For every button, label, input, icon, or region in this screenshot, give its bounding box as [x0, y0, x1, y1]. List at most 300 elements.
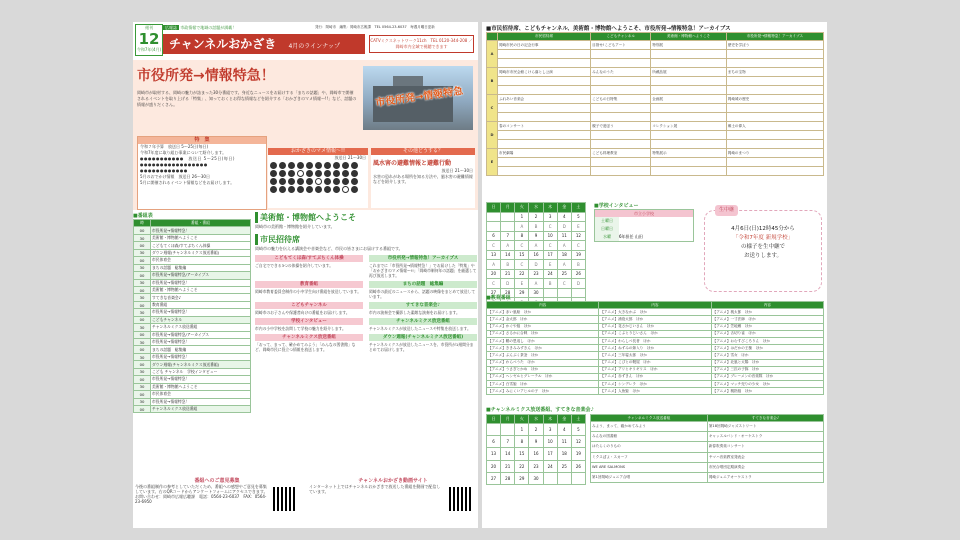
archive-title: ■市民招待席、こどもチャンネル、美術館・博物館へようこそ、市役所発→情報特急！アーカイブス [486, 26, 731, 32]
publisher-info: 発行：岡崎市 編集：岡崎市広報課 TEL 0564-23-6037 毎週月曜日更新 [315, 25, 435, 29]
education-cell: 【アニメ】雪女 ほか [711, 352, 823, 359]
table-row [134, 257, 251, 264]
table-row [134, 376, 251, 383]
row-key: C [487, 95, 498, 122]
calendar-cell: 13 [487, 448, 501, 460]
row-key: A [487, 41, 498, 68]
publisher-line [163, 25, 236, 31]
education-cell: 【アニメ】こびとの靴屋 ほか [599, 359, 711, 366]
education-cell: 【アニメ】一寸法師 ほか [711, 316, 823, 323]
header-cell: 火 [515, 203, 529, 213]
calendar-cell: 25 [557, 460, 571, 472]
issue-label: 週刊 [145, 25, 153, 30]
table-row [487, 448, 586, 460]
education-cell: 【アニメ】かぐや姫 ほか [487, 323, 599, 330]
calendar-cell [557, 472, 571, 484]
calendar-cell: 3 [543, 212, 557, 222]
table-row [487, 158, 824, 167]
time-cell: 30 [134, 234, 151, 241]
feature-text: 岡崎市が取材する、岡崎の魅力が詰まった30分番組です。身近なニュースをお届けする「まちの話題」や、岡崎市で開催されるイベントを取り上げる「特集」、知っておくとお得な情報などを紹介する「おかざきのマメ情報～!!」など、話題の情報が盛りだくさん。 [137, 90, 357, 107]
table-row [487, 149, 824, 158]
other-info [371, 148, 475, 208]
calendar-cell [543, 472, 557, 484]
calendar-cell [501, 212, 515, 222]
calendar-cell: A [557, 241, 571, 251]
archive-cell: まちの宝物 [726, 68, 823, 77]
schedule-row: ●●●●●●●●●●● 放送日 5～25日(毎日) [140, 156, 235, 161]
education-cell: 【アニメ】赤い風船 ほか [487, 309, 599, 316]
archive-cell: みんなのうた [591, 68, 651, 77]
education-cell: 【アニメ】ブレーメンの音楽隊 ほか [711, 373, 823, 380]
table-row [134, 391, 251, 398]
education-cell: 【アニメ】さるかに合戦 ほか [487, 330, 599, 337]
time-cell: 00 [134, 316, 151, 323]
table-row [134, 324, 251, 331]
program-box [369, 318, 477, 334]
header-cell: 市民招待席 [498, 33, 591, 41]
calendar-cell: 1 [515, 424, 529, 436]
time-cell: 30 [134, 324, 151, 331]
calendar-cell: 17 [543, 250, 557, 260]
video-site-qr-icon[interactable] [449, 487, 473, 511]
program-box [255, 302, 363, 318]
calendar-cell: B [501, 260, 515, 270]
program-cell: 市役所発→情報特急！ [151, 376, 251, 383]
header-cell: 内容 [599, 302, 711, 309]
header-cell: すてきな音楽会♪ [707, 415, 823, 422]
calendar-cell: A [557, 260, 571, 270]
calendar-cell [487, 222, 501, 232]
calendar-cell: A [515, 222, 529, 232]
program-box-title: まちの話題 総集編 [369, 281, 477, 288]
list-cell: WE ARE SALMONS [591, 462, 708, 472]
time-cell: 30 [134, 279, 151, 286]
time-cell: 00 [134, 391, 151, 398]
time-cell: 30 [134, 249, 151, 256]
calendar-cell: 23 [529, 460, 543, 472]
program-box-text: 岡崎市のお子さんや保護者向けの番組をお届けします。 [255, 310, 350, 315]
header-cell: 内容 [711, 302, 823, 309]
archive-cell: コレクション展 [651, 122, 727, 131]
mix-section [486, 406, 824, 481]
calendar-cell: 9 [529, 436, 543, 448]
program-box-title: 市役所発→情報特急！アーカイブス [369, 255, 477, 262]
header-cell: 市役所発→情報特急！アーカイブス [726, 33, 823, 41]
education-cell: 【アニメ】人魚姫 ほか [599, 388, 711, 395]
program-box-text: 岡崎市の最近のニュースから、話題の映像をまとめて放送しています。 [369, 289, 476, 299]
time-cell: 00 [134, 301, 151, 308]
calendar-cell: 6 [487, 436, 501, 448]
table-row [487, 50, 824, 59]
table-row [134, 405, 251, 412]
archive-cell: 岡崎市民の日の記念行事 [498, 41, 591, 50]
program-cell: 美術館・博物館へようこそ [151, 286, 251, 293]
table-row [134, 220, 251, 227]
table-row [487, 86, 824, 95]
archive-cell: 春のコンサート [498, 122, 591, 131]
calendar-cell: 9 [529, 231, 543, 241]
program-cell: すてきな音楽会♪ [151, 294, 251, 301]
publisher-tag: 広報誌 [165, 25, 177, 30]
program-box-text: 岡崎市教育委員会制作の小中学生向け番組を放送しています。 [255, 289, 362, 294]
table-row [487, 41, 824, 50]
calendar-cell: 25 [557, 269, 571, 279]
title-text: チャンネルおかざき [169, 37, 277, 51]
table-row [134, 242, 251, 249]
table-row [134, 339, 251, 346]
education-cell: 【アニメ】ねずみの嫁入り ほか [599, 345, 711, 352]
education-cell: 【アニメ】赤ずきん ほか [599, 373, 711, 380]
table-row [487, 241, 586, 251]
calendar-cell: A [529, 241, 543, 251]
calendar-cell: A [529, 279, 543, 289]
time-cell: 00 [134, 227, 151, 234]
table-row [487, 95, 824, 104]
right-page [482, 22, 827, 528]
calendar-cell: 18 [557, 448, 571, 460]
video-site-box [309, 477, 477, 527]
time-cell: 00 [134, 405, 151, 412]
mame-title: おかざきのマメ情報～!! [268, 148, 368, 155]
time-cell: 00 [134, 257, 151, 264]
calendar-cell: 19 [571, 448, 585, 460]
header-cell: 月 [501, 415, 515, 424]
calendar-cell [487, 212, 501, 222]
education-cell: 【アニメ】浦島太郎 ほか [599, 316, 711, 323]
header-cell: 番組・番組 [151, 220, 251, 227]
calendar-cell: 5 [571, 424, 585, 436]
table-row [487, 104, 824, 113]
school-interview [594, 202, 694, 242]
calendar-cell: 8 [515, 231, 529, 241]
calendar-cell: 17 [543, 448, 557, 460]
program-cell: 市役所発→情報特急！ [151, 353, 251, 360]
row-key: E [487, 149, 498, 176]
list-cell: ミクスぽよ・スカーフ [591, 452, 708, 462]
table-row [591, 415, 824, 422]
calendar-cell [571, 472, 585, 484]
program-box [369, 334, 477, 355]
table-row [487, 381, 824, 388]
calendar-cell: 11 [557, 436, 571, 448]
table-row [591, 422, 824, 432]
calendar-cell: 16 [529, 250, 543, 260]
table-row [487, 77, 824, 86]
video-site-title: チャンネルおかざき動画サイト [358, 478, 428, 484]
calendar-cell: 7 [501, 436, 515, 448]
program-cell: 美術館・博物館へようこそ [151, 234, 251, 241]
citizen-heading: 市民招待席 [255, 234, 477, 245]
live-broadcast-notice [704, 207, 822, 292]
program-cell: 市役所発→情報特急！ [151, 279, 251, 286]
calendar-cell: 14 [501, 250, 515, 260]
table-row [487, 260, 586, 270]
program-grid [133, 219, 251, 413]
time-cell: 30 [134, 264, 151, 271]
calendar-cell: D [571, 279, 585, 289]
list-cell: ヤマハ音楽教室発表会 [707, 452, 823, 462]
education-table [486, 301, 824, 395]
program-cell: 市役所発→情報特急！ [151, 309, 251, 316]
program-cell: ダウン週報(チャンネルミクス放送番組) [151, 249, 251, 256]
feature-heading: 市役所発→情報特急！ [137, 68, 275, 84]
program-box-title: こどもチャンネル [255, 302, 363, 309]
table-row [487, 309, 824, 316]
table-row [487, 33, 824, 41]
notice-line2: 「令和7年度 新規学校」 [732, 235, 794, 241]
calendar-cell: C [557, 279, 571, 289]
schedule-row: 令和７年予算 放送日 5～25日(毎日) [140, 144, 209, 149]
program-cell: こどもてくほ森/すてぶちくん体操 [151, 242, 251, 249]
issue-badge [135, 24, 163, 56]
education-cell: 【アニメ】わらべうた ほか [487, 359, 599, 366]
archive-cell: 目指せ!こどもアート [591, 41, 651, 50]
program-box [369, 281, 477, 302]
mix-calendar [486, 414, 586, 485]
education-section [486, 294, 824, 395]
calendar-cell: C [487, 279, 501, 289]
notice-line3: の様子を生中継で [740, 244, 785, 250]
page-title [163, 34, 365, 54]
calendar-cell: 20 [487, 460, 501, 472]
row-key: B [487, 68, 498, 95]
calendar-cell: 24 [543, 269, 557, 279]
program-box-title: ダウン週報(チャンネルミクス放送番組) [369, 334, 477, 341]
list-cell: はたらくのりもの [591, 442, 708, 452]
education-cell: 【アニメ】白雪姫 ほか [487, 381, 599, 388]
table-row [134, 353, 251, 360]
museum-heading: 美術館・博物館へようこそ [255, 212, 477, 223]
calendar-cell: 5 [571, 212, 585, 222]
archive-cell: 特別展 [651, 41, 727, 50]
header-cell: 火 [515, 415, 529, 424]
education-cell: 【アニメ】アリとキリギリス ほか [599, 366, 711, 373]
calendar-cell: 3 [543, 424, 557, 436]
calendar-cell: 11 [557, 231, 571, 241]
city-hall-photo [363, 66, 473, 130]
list-cell: みんなの図書館 [591, 432, 708, 442]
list-cell: 第1回岡崎ジュニア合唱 [591, 472, 708, 482]
calendar-cell: 28 [501, 288, 515, 298]
list-cell: 新春吹奏楽コンサート [707, 442, 823, 452]
mame-date: 放送日 21～30日 [334, 155, 366, 160]
education-cell: 【アニメ】ききみみずきん ほか [487, 345, 599, 352]
table-row [487, 359, 824, 366]
issue-number: 12 [138, 30, 160, 48]
table-row [487, 424, 586, 436]
calendar-cell: 22 [515, 460, 529, 472]
program-box [255, 255, 363, 281]
calendar-cell: 26 [571, 269, 585, 279]
live-tag: 生中継 [715, 205, 738, 216]
table-row [487, 373, 824, 380]
education-cell: 【アニメ】はだかの王様 ほか [711, 345, 823, 352]
calendar-cell: E [515, 279, 529, 289]
education-cell: 【アニメ】三年寝太郎 ほか [599, 352, 711, 359]
calendar-cell: E [543, 260, 557, 270]
calendar-cell: B [529, 222, 543, 232]
mame-dots [268, 160, 368, 195]
calendar-cell: 19 [571, 250, 585, 260]
program-box-text: 「おって、まって、確かめてみよう」「みんなの図書館」など、岡崎市民に役立つ情報を放送します。 [255, 342, 356, 352]
table-row [487, 212, 586, 222]
archive-cell: 所蔵品展 [651, 68, 727, 77]
citizen-text: 岡崎市の魅力を伝える講演会や音楽会など、市民の皆さまにお届けする番組です。 [255, 245, 403, 251]
list-cell: キャッスルバンド・オーケストラ [707, 432, 823, 442]
school-label: 市立小学校 [595, 210, 693, 217]
table-row [487, 250, 586, 260]
education-cell: 【アニメ】鶴の恩返し ほか [487, 337, 599, 344]
list-cell: 市民合唱団定期演奏会 [707, 462, 823, 472]
calendar-cell: 15 [515, 448, 529, 460]
table-row [487, 366, 824, 373]
feedback-title: 番組へのご意見募集 [194, 478, 240, 484]
archive-cell: 岡崎城の歴史 [726, 95, 823, 104]
education-cell: 【アニメ】花さかじいさん ほか [599, 323, 711, 330]
other-text: 水害の恐れがある場所を知る方法や、風水害の避難情報などを紹介します。 [373, 174, 473, 184]
table-row [134, 361, 251, 368]
program-box [255, 318, 363, 334]
program-cell: まちの話題 総集編 [151, 264, 251, 271]
table-row [134, 398, 251, 405]
table-row [487, 415, 586, 424]
table-row [487, 279, 586, 289]
calendar-cell: B [571, 260, 585, 270]
program-box-text: ご自宅でできる3つの体操を紹介しています。 [255, 263, 334, 268]
mix-list [590, 414, 824, 483]
table-row [487, 472, 586, 484]
program-box-text: 市内の小中学校を訪問して学校の魅力を紹介します。 [255, 326, 346, 331]
header-cell: 水 [529, 415, 543, 424]
archive-cell: 親子で遊ぼう [591, 122, 651, 131]
issue-date: 令和7年(4月) [136, 47, 162, 52]
table-row [134, 316, 251, 323]
calendar-cell: 26 [571, 460, 585, 472]
feedback-qr-icon[interactable] [273, 487, 297, 511]
time-cell: 00 [134, 376, 151, 383]
time-cell: 30 [134, 353, 151, 360]
video-site-text: インターネット上ではチャンネルおかざきで放送した番組を動画で配信しています。 [309, 484, 441, 494]
program-table [133, 212, 251, 413]
program-cell: こども チャンネル 学校インタビュー [151, 368, 251, 375]
header-cell: 水 [529, 203, 543, 213]
program-box [255, 334, 363, 355]
time-cell: 00 [134, 272, 151, 279]
program-box-title: チャンネルミクス放送番組 [255, 334, 363, 341]
header-cell: 木 [543, 203, 557, 213]
row-key: D [487, 122, 498, 149]
time-cell: 30 [134, 368, 151, 375]
calendar-cell: D [557, 222, 571, 232]
education-cell: 【アニメ】舌切り雀 ほか [711, 330, 823, 337]
calendar-cell: 1 [515, 212, 529, 222]
education-cell: 【アニメ】笠地蔵 ほか [711, 323, 823, 330]
archive-cell: 企画展 [651, 95, 727, 104]
program-boxes [255, 255, 477, 355]
program-cell: 市役所発→情報特急！ [151, 227, 251, 234]
header-cell: 月 [501, 203, 515, 213]
left-page [133, 22, 478, 528]
museum-text: 岡崎市の美術館・博物館を紹介しています。 [255, 224, 335, 229]
table-row [134, 286, 251, 293]
table-row [134, 264, 251, 271]
archive-section [486, 24, 824, 176]
table-row [134, 383, 251, 390]
education-cell: 【アニメ】うさぎとかめ ほか [487, 366, 599, 373]
calendar-cell: 12 [571, 436, 585, 448]
program-descriptions [255, 212, 477, 355]
calendar-cell: 15 [515, 250, 529, 260]
calendar-cell: 6 [487, 231, 501, 241]
table-row [487, 203, 586, 213]
calendar-cell: 18 [557, 250, 571, 260]
publisher-text: 市政情報で地域の話題が満載！ [180, 25, 237, 30]
calendar-cell: 4 [557, 212, 571, 222]
table-row [134, 272, 251, 279]
program-cell: 市役所発→情報特急/アーカイブス [151, 331, 251, 338]
table-row [134, 294, 251, 301]
mame-info [268, 148, 368, 208]
calendar-grid [486, 202, 586, 308]
program-cell: 市役所発→情報特急！ [151, 398, 251, 405]
time-cell: 00 [134, 286, 151, 293]
calendar-cell: E [571, 222, 585, 232]
education-cell: 【アニメ】みにくいアヒルの子 ほか [487, 388, 599, 395]
archive-cell: 歴史を学ぼう [726, 41, 823, 50]
table-row [487, 269, 586, 279]
table-row [487, 231, 586, 241]
program-cell: 美術館・博物館へようこそ [151, 383, 251, 390]
education-cell: 【アニメ】大きなかぶ ほか [599, 309, 711, 316]
program-box-title: 教育番組 [255, 281, 363, 288]
calendar-cell: 23 [529, 269, 543, 279]
program-box-text: チャンネルミクスが放送したニュースや特集を放送します。 [369, 326, 471, 331]
header-cell: 時 [134, 220, 151, 227]
time-cell: 30 [134, 309, 151, 316]
calendar-cell: 13 [487, 250, 501, 260]
calendar-cell: A [487, 260, 501, 270]
calendar-cell: 20 [487, 269, 501, 279]
list-cell: みよう、まって、確かめてみよう [591, 422, 708, 432]
table-row [591, 432, 824, 442]
program-box-title: 学校インタビュー [255, 318, 363, 325]
program-box-title: こどもてくほ森/すてぶちくん体操 [255, 255, 363, 262]
program-cell: こどもチャンネル [151, 316, 251, 323]
education-cell: 【アニメ】ヘンゼルとグレーテル ほか [487, 373, 599, 380]
program-caption: ■番組表 [133, 213, 153, 219]
calendar-cell: 7 [501, 231, 515, 241]
schedule-row: ●●●●●●●●●●●● [140, 168, 188, 173]
archive-cell: 郷土の偉人 [726, 122, 823, 131]
calendar-cell: C [487, 241, 501, 251]
table-row [591, 462, 824, 472]
table-row [487, 131, 824, 140]
education-cell: 【アニメ】シンデレラ ほか [599, 381, 711, 388]
catv-info: CATVミクスネットワーク11ch TEL 0120-344-208 ／ 岡崎市内全域で視聴できます [369, 35, 474, 53]
header-cell: 金 [557, 203, 571, 213]
list-cell: 岡崎ジュニアオーケストラ [707, 472, 823, 482]
time-cell: 00 [134, 361, 151, 368]
schedule-row: 令和7年度に取り組む事業について紹介します。 [140, 150, 227, 155]
archive-cell: 岡崎市市民会館こけら落とし公演 [498, 68, 591, 77]
program-box [369, 302, 477, 318]
table-row [487, 122, 824, 131]
header-cell: こどもチャンネル [591, 33, 651, 41]
calendar-cell: 10 [543, 231, 557, 241]
table-row [487, 323, 824, 330]
calendar-cell: D [529, 260, 543, 270]
table-row [134, 249, 251, 256]
